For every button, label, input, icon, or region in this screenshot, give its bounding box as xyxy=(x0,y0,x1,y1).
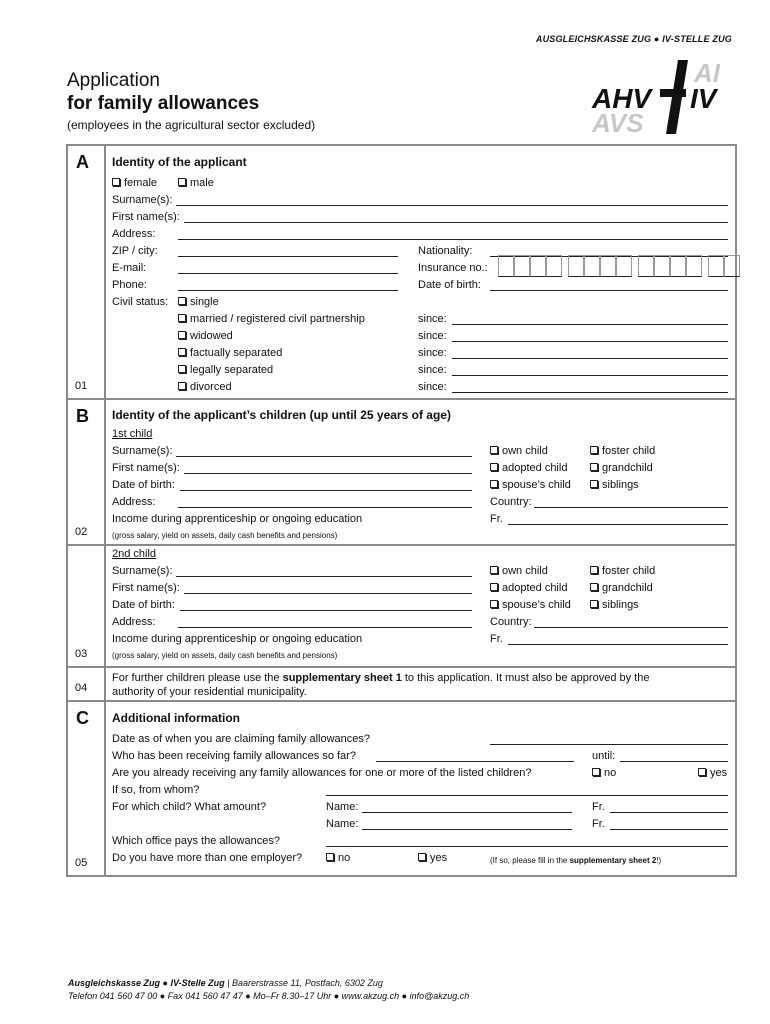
relationship-option[interactable] xyxy=(490,582,567,595)
option-label: legally separated xyxy=(190,364,274,376)
option-label: married / registered civil partnership xyxy=(190,313,365,325)
title-line-1: Application xyxy=(67,70,160,91)
email-input[interactable] xyxy=(178,273,398,274)
insurance-digit-box[interactable] xyxy=(708,255,724,277)
note-text: (If so, please fill in the xyxy=(490,856,570,865)
logo-iv: IV xyxy=(690,83,717,114)
section-number: 01 xyxy=(75,380,88,392)
checkbox[interactable] xyxy=(490,600,498,608)
female-option[interactable] xyxy=(112,177,157,190)
checkbox[interactable] xyxy=(590,446,598,454)
section-a xyxy=(68,146,735,400)
until-label: until: xyxy=(592,750,616,762)
insurance-label: Insurance no.: xyxy=(418,262,488,274)
option-label: no xyxy=(338,852,351,864)
claim-date-input[interactable] xyxy=(490,744,728,745)
checkbox[interactable] xyxy=(490,583,498,591)
note-04 xyxy=(68,668,735,702)
relationship-option[interactable] xyxy=(490,479,571,492)
option-label: widowed xyxy=(190,330,233,342)
who-received-input[interactable] xyxy=(376,761,574,762)
section-number: 03 xyxy=(75,648,88,660)
child-address-input[interactable] xyxy=(178,507,472,508)
employer-note xyxy=(490,854,661,867)
form-title xyxy=(67,69,315,132)
section-number: 05 xyxy=(75,857,88,869)
checkbox[interactable] xyxy=(490,480,498,488)
child-income-input[interactable] xyxy=(508,644,728,645)
option-label: adopted child xyxy=(502,582,568,594)
until-input[interactable] xyxy=(620,761,728,762)
child-income-label: Income during apprenticeship or ongoing education xyxy=(112,513,363,525)
option-label: no xyxy=(604,767,617,779)
checkbox[interactable] xyxy=(178,348,186,356)
dob-input[interactable] xyxy=(490,290,728,291)
email-label: E-mail: xyxy=(112,262,147,274)
checkbox[interactable] xyxy=(112,178,120,186)
male-option[interactable] xyxy=(178,177,214,190)
relationship-option[interactable] xyxy=(490,445,548,458)
child-country-input[interactable] xyxy=(534,627,728,628)
child-country-label: Country: xyxy=(490,616,532,628)
section-letter: A xyxy=(76,152,89,172)
zip-input[interactable] xyxy=(178,256,398,257)
option-label: yes xyxy=(710,767,728,779)
child-address-label: Address: xyxy=(112,496,156,508)
firstname-input[interactable] xyxy=(184,222,728,223)
relationship-option[interactable] xyxy=(590,445,655,458)
since-input[interactable] xyxy=(452,324,728,325)
insurance-digit-box[interactable] xyxy=(498,255,514,277)
relationship-option[interactable] xyxy=(490,599,571,612)
form-subtitle: (employees in the agricultural sector excluded) xyxy=(67,118,316,132)
relationship-option[interactable] xyxy=(490,565,548,578)
employer-yes-option[interactable] xyxy=(418,852,447,865)
amount-input-1[interactable] xyxy=(610,812,728,813)
checkbox[interactable] xyxy=(698,768,706,776)
organisation-header: AUSGLEICHSKASSE ZUG ● IV-STELLE ZUG xyxy=(535,34,732,44)
logo-ai: AI xyxy=(694,60,720,88)
checkbox[interactable] xyxy=(178,297,186,305)
child-dob-input[interactable] xyxy=(180,490,472,491)
civil-status-option[interactable] xyxy=(178,381,232,394)
checkbox[interactable] xyxy=(418,853,426,861)
relationship-option[interactable] xyxy=(490,462,567,475)
option-label: adopted child xyxy=(502,462,568,474)
checkbox[interactable] xyxy=(590,583,598,591)
child-block xyxy=(68,428,735,546)
which-child-question: For which child? What amount? xyxy=(112,801,267,813)
note-line-1 xyxy=(112,672,649,685)
child-country-input[interactable] xyxy=(534,507,728,508)
insurance-digit-box[interactable] xyxy=(724,255,740,277)
already-receiving-question: Are you already receiving any family allowances for one or more of the listed children? xyxy=(112,767,532,779)
child-firstname-input[interactable] xyxy=(184,593,472,594)
child-income-label: Income during apprenticeship or ongoing education xyxy=(112,633,363,645)
option-label: male xyxy=(190,177,214,189)
section-number: 02 xyxy=(75,526,88,538)
who-received-question: Who has been receiving family allowances so far? xyxy=(112,750,356,762)
option-label: spouse’s child xyxy=(502,479,571,491)
section-b-child-2 xyxy=(68,546,735,668)
insurance-digit-box[interactable] xyxy=(568,255,584,277)
more-employers-question: Do you have more than one employer? xyxy=(112,852,303,864)
insurance-digit-box[interactable] xyxy=(584,255,600,277)
child-income-note: (gross salary, yield on assets, daily cash benefits and pensions) xyxy=(112,531,338,540)
footer xyxy=(68,977,469,1003)
footer-line-1 xyxy=(68,977,469,990)
insurance-digit-box[interactable] xyxy=(600,255,616,277)
note-text: to this application. It must also be approved by the xyxy=(401,672,650,684)
checkbox[interactable] xyxy=(490,463,498,471)
note-bold: supplementary sheet 2 xyxy=(569,856,657,865)
footer-address: | Baarerstrasse 11, Postfach, 6302 Zug xyxy=(224,978,383,988)
civil-status-option[interactable] xyxy=(178,296,219,309)
form-frame xyxy=(66,144,737,877)
option-label: grandchild xyxy=(602,462,653,474)
child-dob-label: Date of birth: xyxy=(112,479,175,491)
amount-input-2[interactable] xyxy=(610,829,728,830)
since-input[interactable] xyxy=(452,392,728,393)
child-surname-input[interactable] xyxy=(176,576,472,577)
option-label: divorced xyxy=(190,381,232,393)
civil-status-option[interactable] xyxy=(178,313,365,326)
option-label: foster child xyxy=(602,565,656,577)
option-label: spouse’s child xyxy=(502,599,571,611)
firstname-label: First name(s): xyxy=(112,211,180,223)
child-address-input[interactable] xyxy=(178,627,472,628)
option-label: grandchild xyxy=(602,582,653,594)
phone-input[interactable] xyxy=(178,290,398,291)
footer-org: Ausgleichskasse Zug ● IV-Stelle Zug xyxy=(68,978,225,988)
relationship-option[interactable] xyxy=(590,582,653,595)
fr-label: Fr. xyxy=(592,818,605,830)
relationship-option[interactable] xyxy=(590,479,639,492)
footer-line-2: Telefon 041 560 47 00 ● Fax 041 560 47 47 ● Mo–Fr 8.30–17 Uhr ● www.akzug.ch ● info@akzug.ch xyxy=(68,991,470,1001)
phone-label: Phone: xyxy=(112,279,147,291)
surname-input[interactable] xyxy=(176,205,728,206)
logo-ahv: AHV xyxy=(592,83,652,114)
option-label: own child xyxy=(502,445,548,457)
option-label: single xyxy=(190,296,219,308)
insurance-digit-box[interactable] xyxy=(546,255,562,277)
insurance-digit-box[interactable] xyxy=(530,255,546,277)
address-input[interactable] xyxy=(178,239,728,240)
child-label: 2nd child xyxy=(112,548,157,560)
option-label: yes xyxy=(430,852,448,864)
child-dob-label: Date of birth: xyxy=(112,599,175,611)
child-surname-label: Surname(s): xyxy=(112,445,173,457)
address-label: Address: xyxy=(112,228,156,240)
checkbox[interactable] xyxy=(178,178,186,186)
checkbox[interactable] xyxy=(590,566,598,574)
checkbox[interactable] xyxy=(592,768,600,776)
option-label: own child xyxy=(502,565,548,577)
note-text: !) xyxy=(656,856,662,865)
child-surname-input[interactable] xyxy=(176,456,472,457)
relationship-option[interactable] xyxy=(590,565,655,578)
employer-no-option[interactable] xyxy=(326,852,350,865)
checkbox[interactable] xyxy=(590,600,598,608)
civil-status-option[interactable] xyxy=(178,364,273,377)
relationship-option[interactable] xyxy=(590,462,653,475)
since-input[interactable] xyxy=(452,341,728,342)
nationality-label: Nationality: xyxy=(418,245,473,257)
note-text: For further children please use the xyxy=(112,672,283,684)
section-heading: Identity of the applicant’s children (up until 25 years of age) xyxy=(112,408,451,422)
section-c-margin xyxy=(68,702,106,875)
logo-cross-h xyxy=(660,89,686,97)
from-whom-question: If so, from whom? xyxy=(112,784,200,796)
note-margin xyxy=(68,668,106,700)
option-label: female xyxy=(124,177,158,189)
name-input-2[interactable] xyxy=(362,829,572,830)
already-no-option[interactable] xyxy=(592,767,616,780)
insurance-digit-box[interactable] xyxy=(686,255,702,277)
child-block xyxy=(68,548,735,666)
since-label: since: xyxy=(418,381,447,393)
fr-label: Fr. xyxy=(592,801,605,813)
section-number: 04 xyxy=(75,682,88,694)
child-firstname-label: First name(s): xyxy=(112,582,180,594)
name-label: Name: xyxy=(326,818,359,830)
since-label: since: xyxy=(418,313,447,325)
child-firstname-label: First name(s): xyxy=(112,462,180,474)
civil-status-option[interactable] xyxy=(178,347,282,360)
dob-label: Date of birth: xyxy=(418,279,481,291)
section-letter: B xyxy=(76,406,89,426)
child-surname-label: Surname(s): xyxy=(112,565,173,577)
name-label: Name: xyxy=(326,801,359,813)
child-address-label: Address: xyxy=(112,616,156,628)
ahv-iv-logo xyxy=(590,60,730,134)
checkbox[interactable] xyxy=(590,480,598,488)
surname-label: Surname(s): xyxy=(112,194,173,206)
child-label: 1st child xyxy=(112,428,153,440)
section-heading: Identity of the applicant xyxy=(112,155,247,169)
checkbox[interactable] xyxy=(326,853,334,861)
checkbox[interactable] xyxy=(178,365,186,373)
insurance-digit-box[interactable] xyxy=(616,255,632,277)
child-income-input[interactable] xyxy=(508,524,728,525)
since-label: since: xyxy=(418,330,447,342)
option-label: siblings xyxy=(602,599,639,611)
option-label: factually separated xyxy=(190,347,283,359)
checkbox[interactable] xyxy=(490,446,498,454)
insurance-digit-box[interactable] xyxy=(670,255,686,277)
civil-status-label: Civil status: xyxy=(112,296,169,308)
child-firstname-input[interactable] xyxy=(184,473,472,474)
which-office-question: Which office pays the allowances? xyxy=(112,835,280,847)
note-bold: supplementary sheet 1 xyxy=(282,672,402,684)
checkbox[interactable] xyxy=(178,331,186,339)
since-input[interactable] xyxy=(452,375,728,376)
zip-label: ZIP / city: xyxy=(112,245,158,257)
section-b-child-1 xyxy=(68,400,735,546)
child-country-label: Country: xyxy=(490,496,532,508)
civil-status-option[interactable] xyxy=(178,330,233,343)
checkbox[interactable] xyxy=(178,382,186,390)
section-heading: Additional information xyxy=(112,711,240,725)
checkbox[interactable] xyxy=(590,463,598,471)
option-label: foster child xyxy=(602,445,656,457)
title-line-2: for family allowances xyxy=(67,93,260,114)
from-whom-input[interactable] xyxy=(326,795,728,796)
since-label: since: xyxy=(418,364,447,376)
option-label: siblings xyxy=(602,479,639,491)
insurance-digit-box[interactable] xyxy=(654,255,670,277)
note-line-2: authority of your residential municipality. xyxy=(112,686,307,698)
already-yes-option[interactable] xyxy=(698,767,727,780)
insurance-digit-box[interactable] xyxy=(514,255,530,277)
logo-avs: AVS xyxy=(592,108,644,134)
insurance-digit-box[interactable] xyxy=(638,255,654,277)
since-label: since: xyxy=(418,347,447,359)
child-fr-label: Fr. xyxy=(490,513,503,525)
name-input-1[interactable] xyxy=(362,812,572,813)
section-c xyxy=(68,702,735,875)
child-income-note: (gross salary, yield on assets, daily cash benefits and pensions) xyxy=(112,651,338,660)
which-office-input[interactable] xyxy=(326,846,728,847)
claim-date-question: Date as of when you are claiming family allowances? xyxy=(112,733,371,745)
section-a-margin xyxy=(68,146,106,398)
checkbox[interactable] xyxy=(490,566,498,574)
child-dob-input[interactable] xyxy=(180,610,472,611)
checkbox[interactable] xyxy=(178,314,186,322)
child-fr-label: Fr. xyxy=(490,633,503,645)
section-letter: C xyxy=(76,708,89,728)
relationship-option[interactable] xyxy=(590,599,639,612)
since-input[interactable] xyxy=(452,358,728,359)
